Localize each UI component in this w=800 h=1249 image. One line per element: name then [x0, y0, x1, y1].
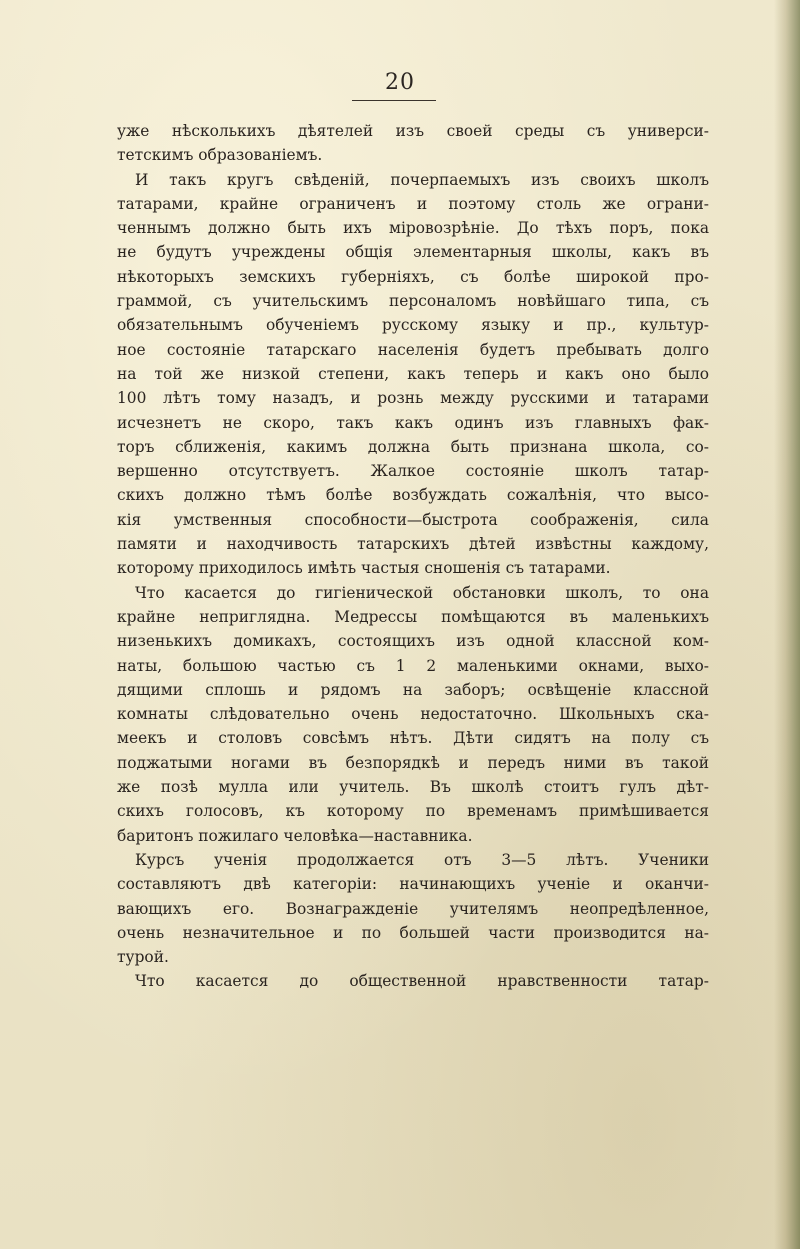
text-line: тетскимъ образованіемъ. — [117, 146, 323, 165]
page-edge-shadow — [774, 0, 800, 1249]
text-line: на той же низкой степени, какъ теперь и какъ оно было — [117, 364, 709, 383]
text-line: уже нѣсколькихъ дѣятелей изъ своей среды съ универси- — [117, 122, 709, 140]
text-line: крайне неприглядна. Медрессы помѣщаются въ маленькихъ — [117, 607, 709, 626]
text-line: турой. — [117, 948, 169, 967]
text-line: которому приходилось имѣть частыя сношенія съ татарами. — [117, 559, 611, 578]
text-line: Что касается до общественной нравственности татар- — [135, 972, 709, 991]
text-line: граммой, съ учительскимъ персоналомъ новѣйшаго типа, съ — [117, 292, 709, 311]
text-line: исчезнетъ не скоро, такъ какъ одинъ изъ главныхъ фак- — [117, 413, 709, 432]
text-line: наты, большою частью съ 1 2 маленькими окнами, выхо- — [117, 656, 709, 675]
body-text — [117, 119, 709, 994]
text-line: же позѣ мулла или учитель. Въ школѣ стоитъ гулъ дѣт- — [117, 778, 709, 797]
text-line: скихъ должно тѣмъ болѣе возбуждать сожалѣнія, что высо- — [117, 486, 709, 505]
text-line: вершенно отсутствуетъ. Жалкое состояніе школъ татар- — [117, 462, 709, 481]
text-line: ченнымъ должно быть ихъ міровозрѣніе. До тѣхъ поръ, пока — [117, 219, 709, 238]
text-line: Что касается до гигіенической обстановки школъ, то она — [135, 583, 709, 602]
text-line: татарами, крайне ограниченъ и поэтому столь же ограни- — [117, 194, 709, 213]
text-line: 100 лѣтъ тому назадъ, и рознь между русскими и татарами — [117, 389, 709, 408]
text-line: И такъ кругъ свѣденій, почерпаемыхъ изъ своихъ школъ — [135, 170, 709, 189]
text-line: торъ сближенія, какимъ должна быть признана школа, со- — [117, 437, 709, 456]
text-line: очень незначительное и по большей части производится на- — [117, 923, 709, 942]
text-line: вающихъ его. Вознагражденіе учителямъ неопредѣленное, — [117, 899, 709, 918]
text-line: нѣкоторыхъ земскихъ губерніяхъ, съ болѣе широкой про- — [117, 267, 709, 286]
text-line: скихъ голосовъ, къ которому по временамъ примѣшивается — [117, 802, 709, 821]
text-line: комнаты слѣдовательно очень недостаточно. Школьныхъ ска- — [117, 705, 709, 724]
text-line: не будутъ учреждены общія элементарныя школы, какъ въ — [117, 243, 709, 262]
text-line: Курсъ ученія продолжается отъ 3—5 лѣтъ. Ученики — [135, 850, 709, 869]
text-line: памяти и находчивость татарскихъ дѣтей извѣстны каждому, — [117, 535, 709, 554]
text-line: обязательнымъ обученіемъ русскому языку и пр., культур- — [117, 316, 709, 335]
text-line: баритонъ пожилаго человѣка—наставника. — [117, 826, 473, 845]
text-line: составляютъ двѣ категоріи: начинающихъ ученіе и оканчи- — [117, 875, 709, 894]
text-line: кія умственныя способности—быстрота соображенія, сила — [117, 510, 709, 529]
text-line: низенькихъ домикахъ, состоящихъ изъ одной классной ком- — [117, 632, 709, 651]
text-line: дящими сплошь и рядомъ на заборъ; освѣщеніе классной — [117, 680, 709, 699]
page-number: 20 — [385, 70, 415, 95]
text-line: ное состояніе татарскаго населенія будетъ пребывать долго — [117, 340, 709, 359]
header-rule — [352, 100, 436, 101]
text-line: меекъ и столовъ совсѣмъ нѣтъ. Дѣти сидятъ на полу съ — [117, 729, 709, 748]
text-line: поджатыми ногами въ безпорядкѣ и передъ ними въ такой — [117, 753, 709, 772]
